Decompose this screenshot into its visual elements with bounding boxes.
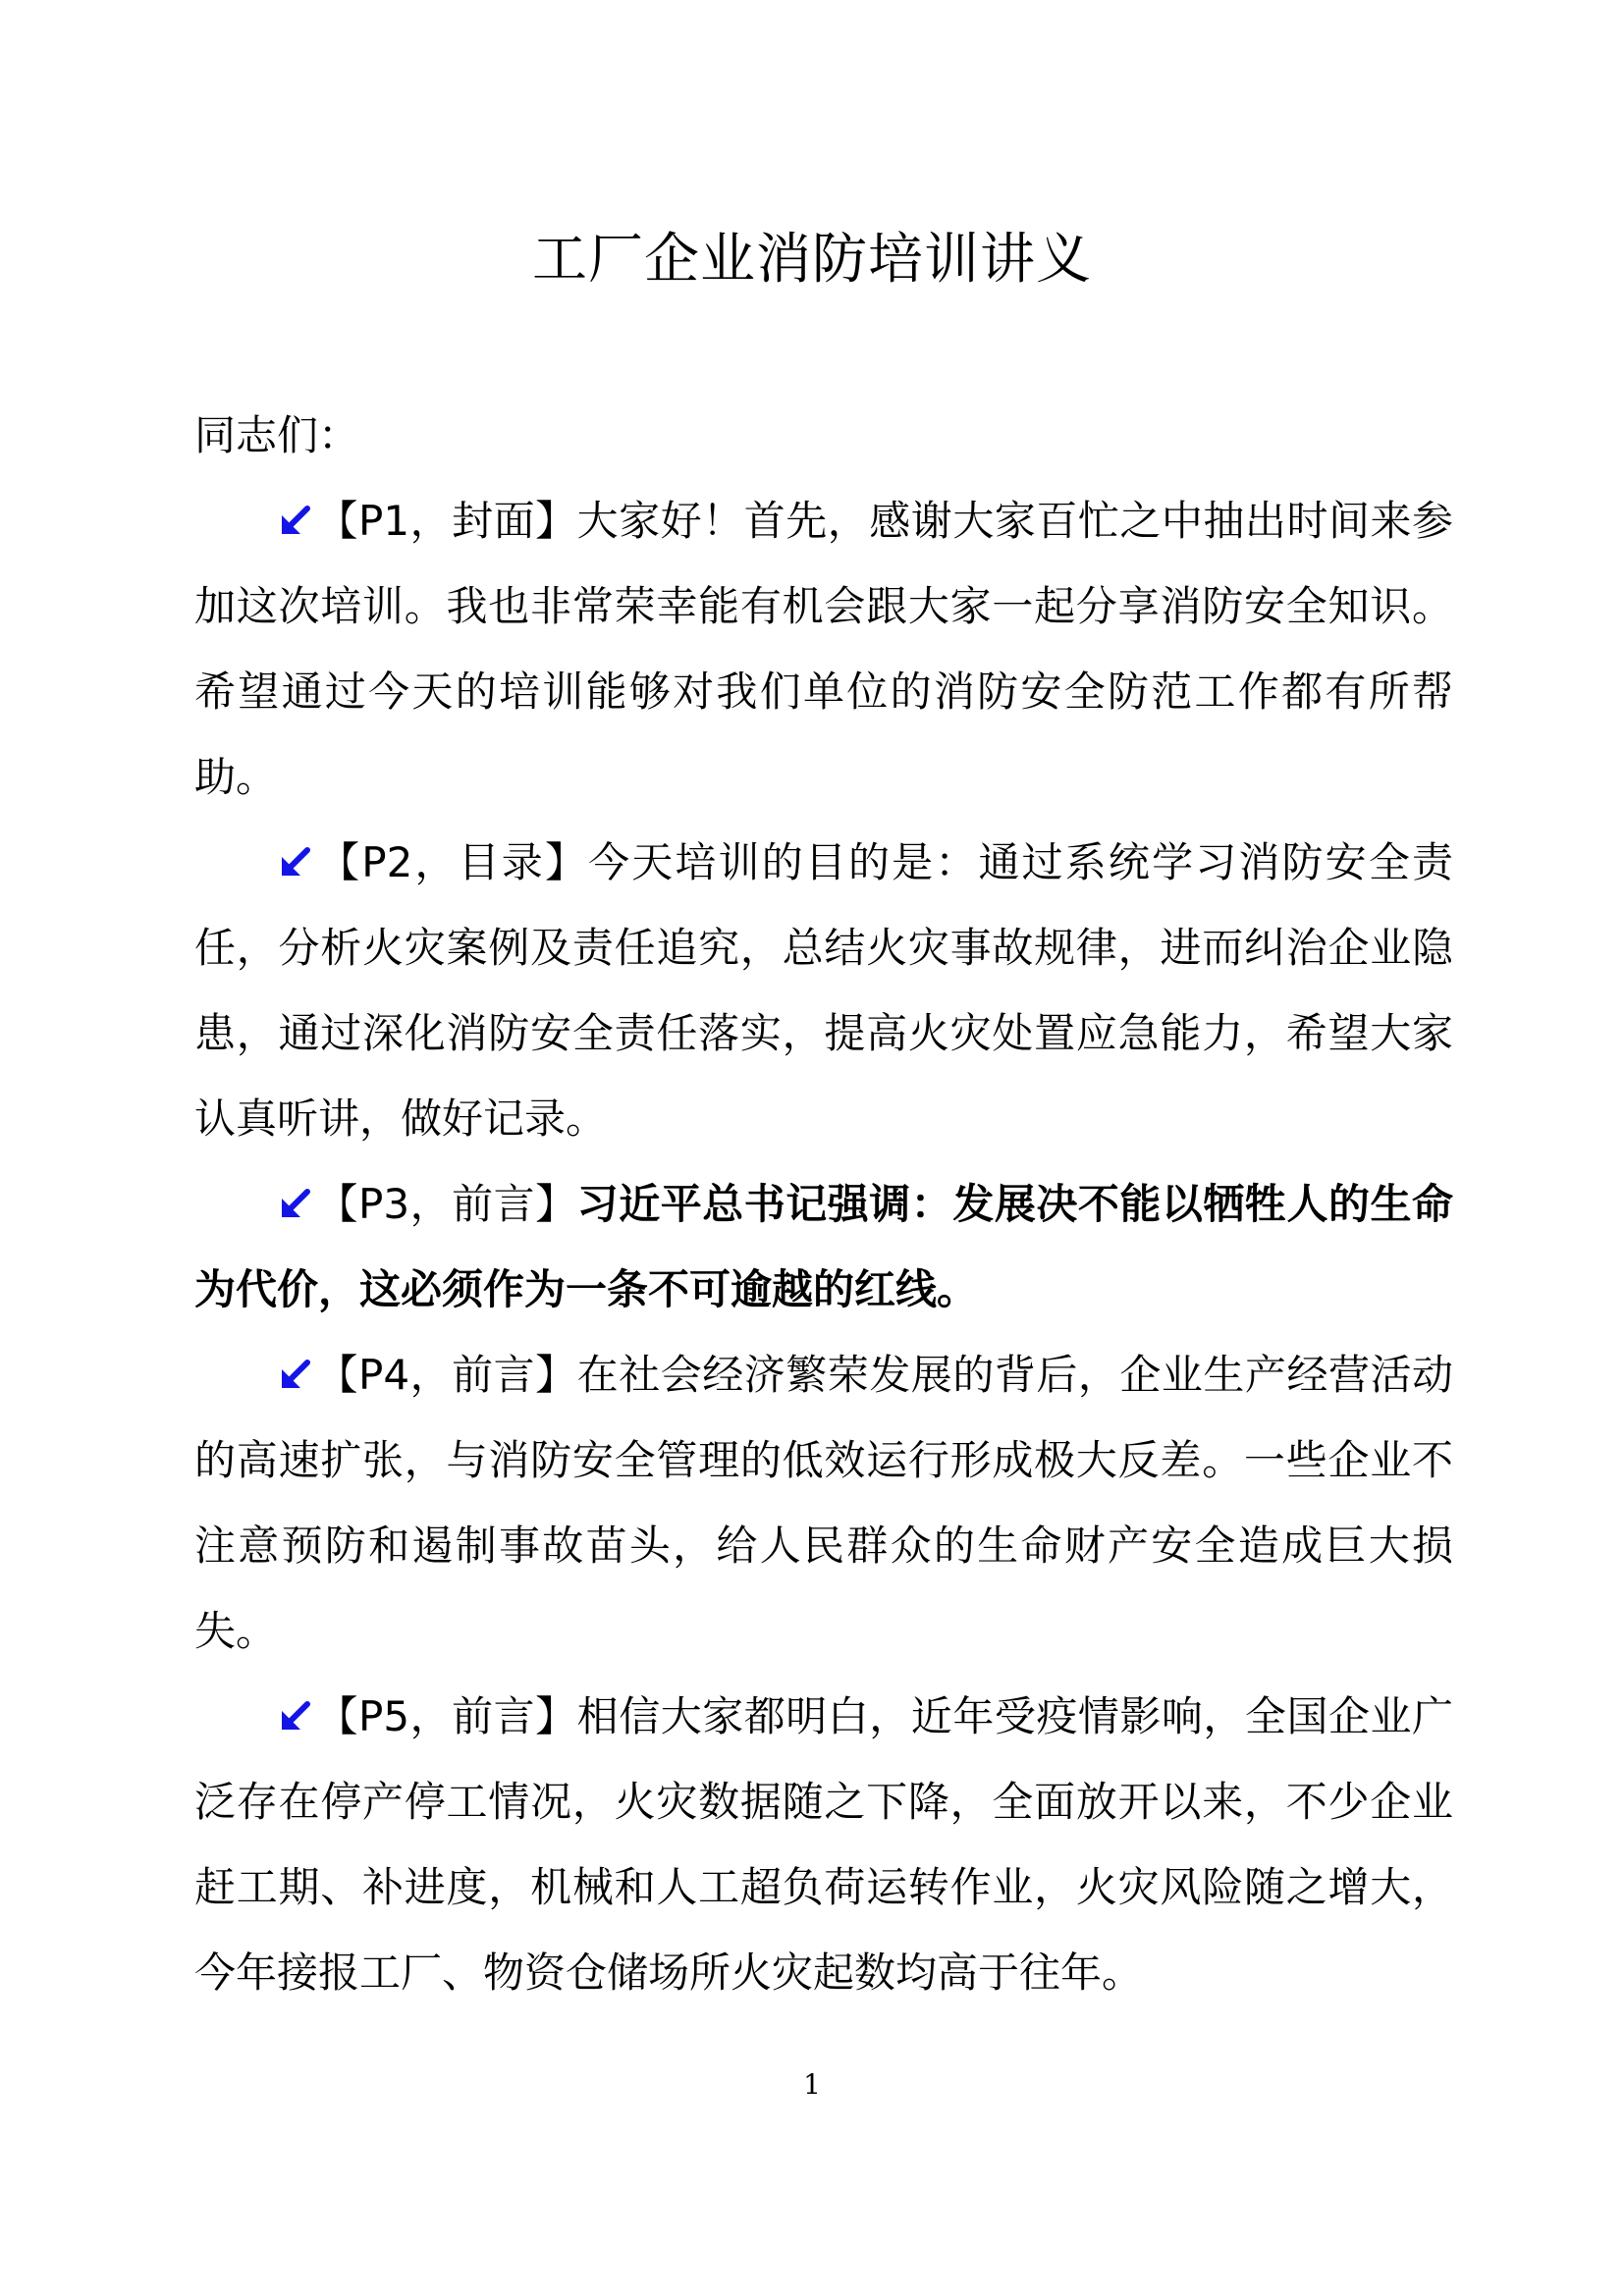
arrow-down-left-icon [277,1697,314,1735]
paragraph-tag: 【P5，前言】 [316,1692,577,1740]
paragraph-text: 大家好！首先，感谢大家百忙之中抽出时间来参加这次培训。我也非常荣幸能有机会跟大家一起分享消防安全知识。希望通过今天的培训能够对我们单位的消防安全防范工作都有所帮助。 [194,497,1453,801]
paragraph-tag: 【P1，封面】 [316,497,577,545]
document-title: 工厂企业消防培训讲义 [532,228,1092,292]
paragraph-text: 相信大家都明白，近年受疫情影响，全国企业广泛存在停产停工情况，火灾数据随之下降，全面放开以来，不少企业赶工期、补进度，机械和人工超负荷运转作业，火灾风险随之增大，今年接报工厂、物资仓储场所火灾起数均高于往年。 [194,1692,1453,1997]
paragraph-p2 [194,820,1453,1161]
paragraph-p4 [194,1332,1453,1674]
paragraph-tag: 【P3，前言】 [316,1180,577,1228]
page-number: 1 [803,2068,821,2101]
arrow-down-left-icon [277,1185,314,1222]
paragraph-text: 今天培训的目的是：通过系统学习消防安全责任，分析火灾案例及责任追究，总结火灾事故规律，进而纠治企业隐患，通过深化消防安全责任落实，提高火灾处置应急能力，希望大家认真听讲，做好记录。 [194,838,1453,1143]
paragraph-text-bold: 习近平总书记强调：发展决不能以牺牲人的生命为代价，这必须作为一条不可逾越的红线。 [194,1180,1453,1313]
arrow-down-left-icon [277,843,314,881]
salutation: 同志们： [194,411,360,459]
paragraph-p5 [194,1674,1453,2015]
document-body [194,393,1453,2015]
paragraph-p3 [194,1161,1453,1332]
paragraph-tag: 【P4，前言】 [316,1351,577,1399]
paragraph-tag: 【P2，目录】 [316,838,589,886]
arrow-down-left-icon [277,502,314,539]
paragraph-p1 [194,478,1453,820]
arrow-down-left-icon [277,1356,314,1393]
paragraph-text: 在社会经济繁荣发展的背后，企业生产经营活动的高速扩张，与消防安全管理的低效运行形成极大反差。一些企业不注意预防和遏制事故苗头，给人民群众的生命财产安全造成巨大损失。 [194,1351,1453,1655]
